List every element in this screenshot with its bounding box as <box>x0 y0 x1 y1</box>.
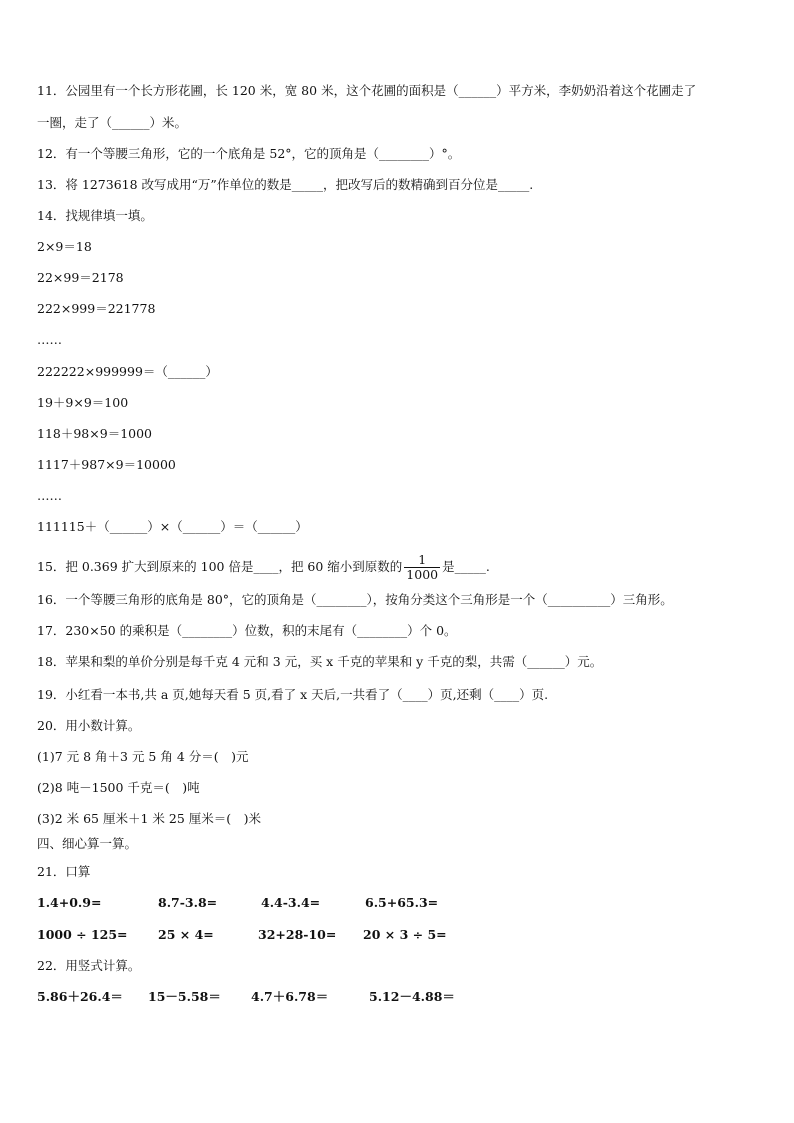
q19: 19．小红看一本书,共 a 页,她每天看 5 页,看了 x 天后,一共看了（____）页,还剩（____）页. <box>37 687 549 702</box>
q14-pattern-line: 19＋9×9＝100 <box>37 395 129 410</box>
vertical-calc-item: 5.12－4.88＝ <box>369 989 455 1004</box>
q18: 18．苹果和梨的单价分别是每千克 4 元和 3 元，买 x 千克的苹果和 y 千克的梨，共需（______）元。 <box>37 654 603 669</box>
section-heading: 四、细心算一算。 <box>37 836 138 851</box>
q14-ellipsis: …… <box>37 488 62 503</box>
oral-calc-item: 20 × 3 ÷ 5= <box>363 927 447 942</box>
q14-pattern-line: 2×9＝18 <box>37 239 92 254</box>
q14-pattern-blank: 222222×999999＝（______） <box>37 364 218 379</box>
q17: 17．230×50 的乘积是（________）位数，积的末尾有（________）个 0。 <box>37 623 457 638</box>
q21-title: 21．口算 <box>37 864 91 879</box>
q14-pattern-line: 1117＋987×9＝10000 <box>37 457 176 472</box>
q20-item: (1)7 元 8 角＋3 元 5 角 4 分＝( )元 <box>37 749 249 764</box>
q15 <box>37 553 490 582</box>
q20-title: 20．用小数计算。 <box>37 718 141 733</box>
q14-pattern-line: 222×999＝221778 <box>37 301 156 316</box>
q15-before: 15．把 0.369 扩大到原来的 100 倍是____，把 60 缩小到原数的 <box>37 559 403 574</box>
q12: 12．有一个等腰三角形，它的一个底角是 52°，它的顶角是（________）°。 <box>37 146 461 161</box>
fraction-numerator: 1 <box>418 552 427 567</box>
q11-line2: 一圈，走了（______）米。 <box>37 115 188 130</box>
q22-title: 22．用竖式计算。 <box>37 958 141 973</box>
vertical-calc-item: 4.7＋6.78＝ <box>251 989 329 1004</box>
q16: 16．一个等腰三角形的底角是 80°，它的顶角是（________），按角分类这个三角形是一个（__________）三角形。 <box>37 592 673 607</box>
oral-calc-item: 25 × 4= <box>158 927 214 942</box>
oral-calc-item: 8.7-3.8= <box>158 895 218 910</box>
q14-pattern-line: 22×99＝2178 <box>37 270 124 285</box>
q15-after: 是_____. <box>442 559 490 574</box>
oral-calc-item: 4.4-3.4= <box>261 895 321 910</box>
q20-item: (3)2 米 65 厘米＋1 米 25 厘米＝( )米 <box>37 811 262 826</box>
oral-calc-item: 32+28-10= <box>258 927 337 942</box>
fraction-denominator: 1000 <box>406 567 439 582</box>
vertical-calc-item: 15－5.58＝ <box>148 989 221 1004</box>
q14-title: 14．找规律填一填。 <box>37 208 153 223</box>
q13: 13．将 1273618 改写成用“万”作单位的数是_____，把改写后的数精确到百分位是_____. <box>37 177 534 192</box>
q14-pattern-blank: 111115＋（______）×（______）＝（______） <box>37 519 308 534</box>
q20-item: (2)8 吨－1500 千克＝( )吨 <box>37 780 200 795</box>
q14-pattern-line: 118＋98×9＝1000 <box>37 426 153 441</box>
vertical-calc-item: 5.86＋26.4＝ <box>37 989 123 1004</box>
oral-calc-item: 1000 ÷ 125= <box>37 927 128 942</box>
q14-ellipsis: …… <box>37 332 62 347</box>
q11-line1: 11．公园里有一个长方形花圃，长 120 米，宽 80 米，这个花圃的面积是（______）平方米，李奶奶沿着这个花圃走了 <box>37 83 697 98</box>
oral-calc-item: 1.4+0.9= <box>37 895 102 910</box>
oral-calc-item: 6.5+65.3= <box>365 895 439 910</box>
fraction <box>404 553 440 582</box>
